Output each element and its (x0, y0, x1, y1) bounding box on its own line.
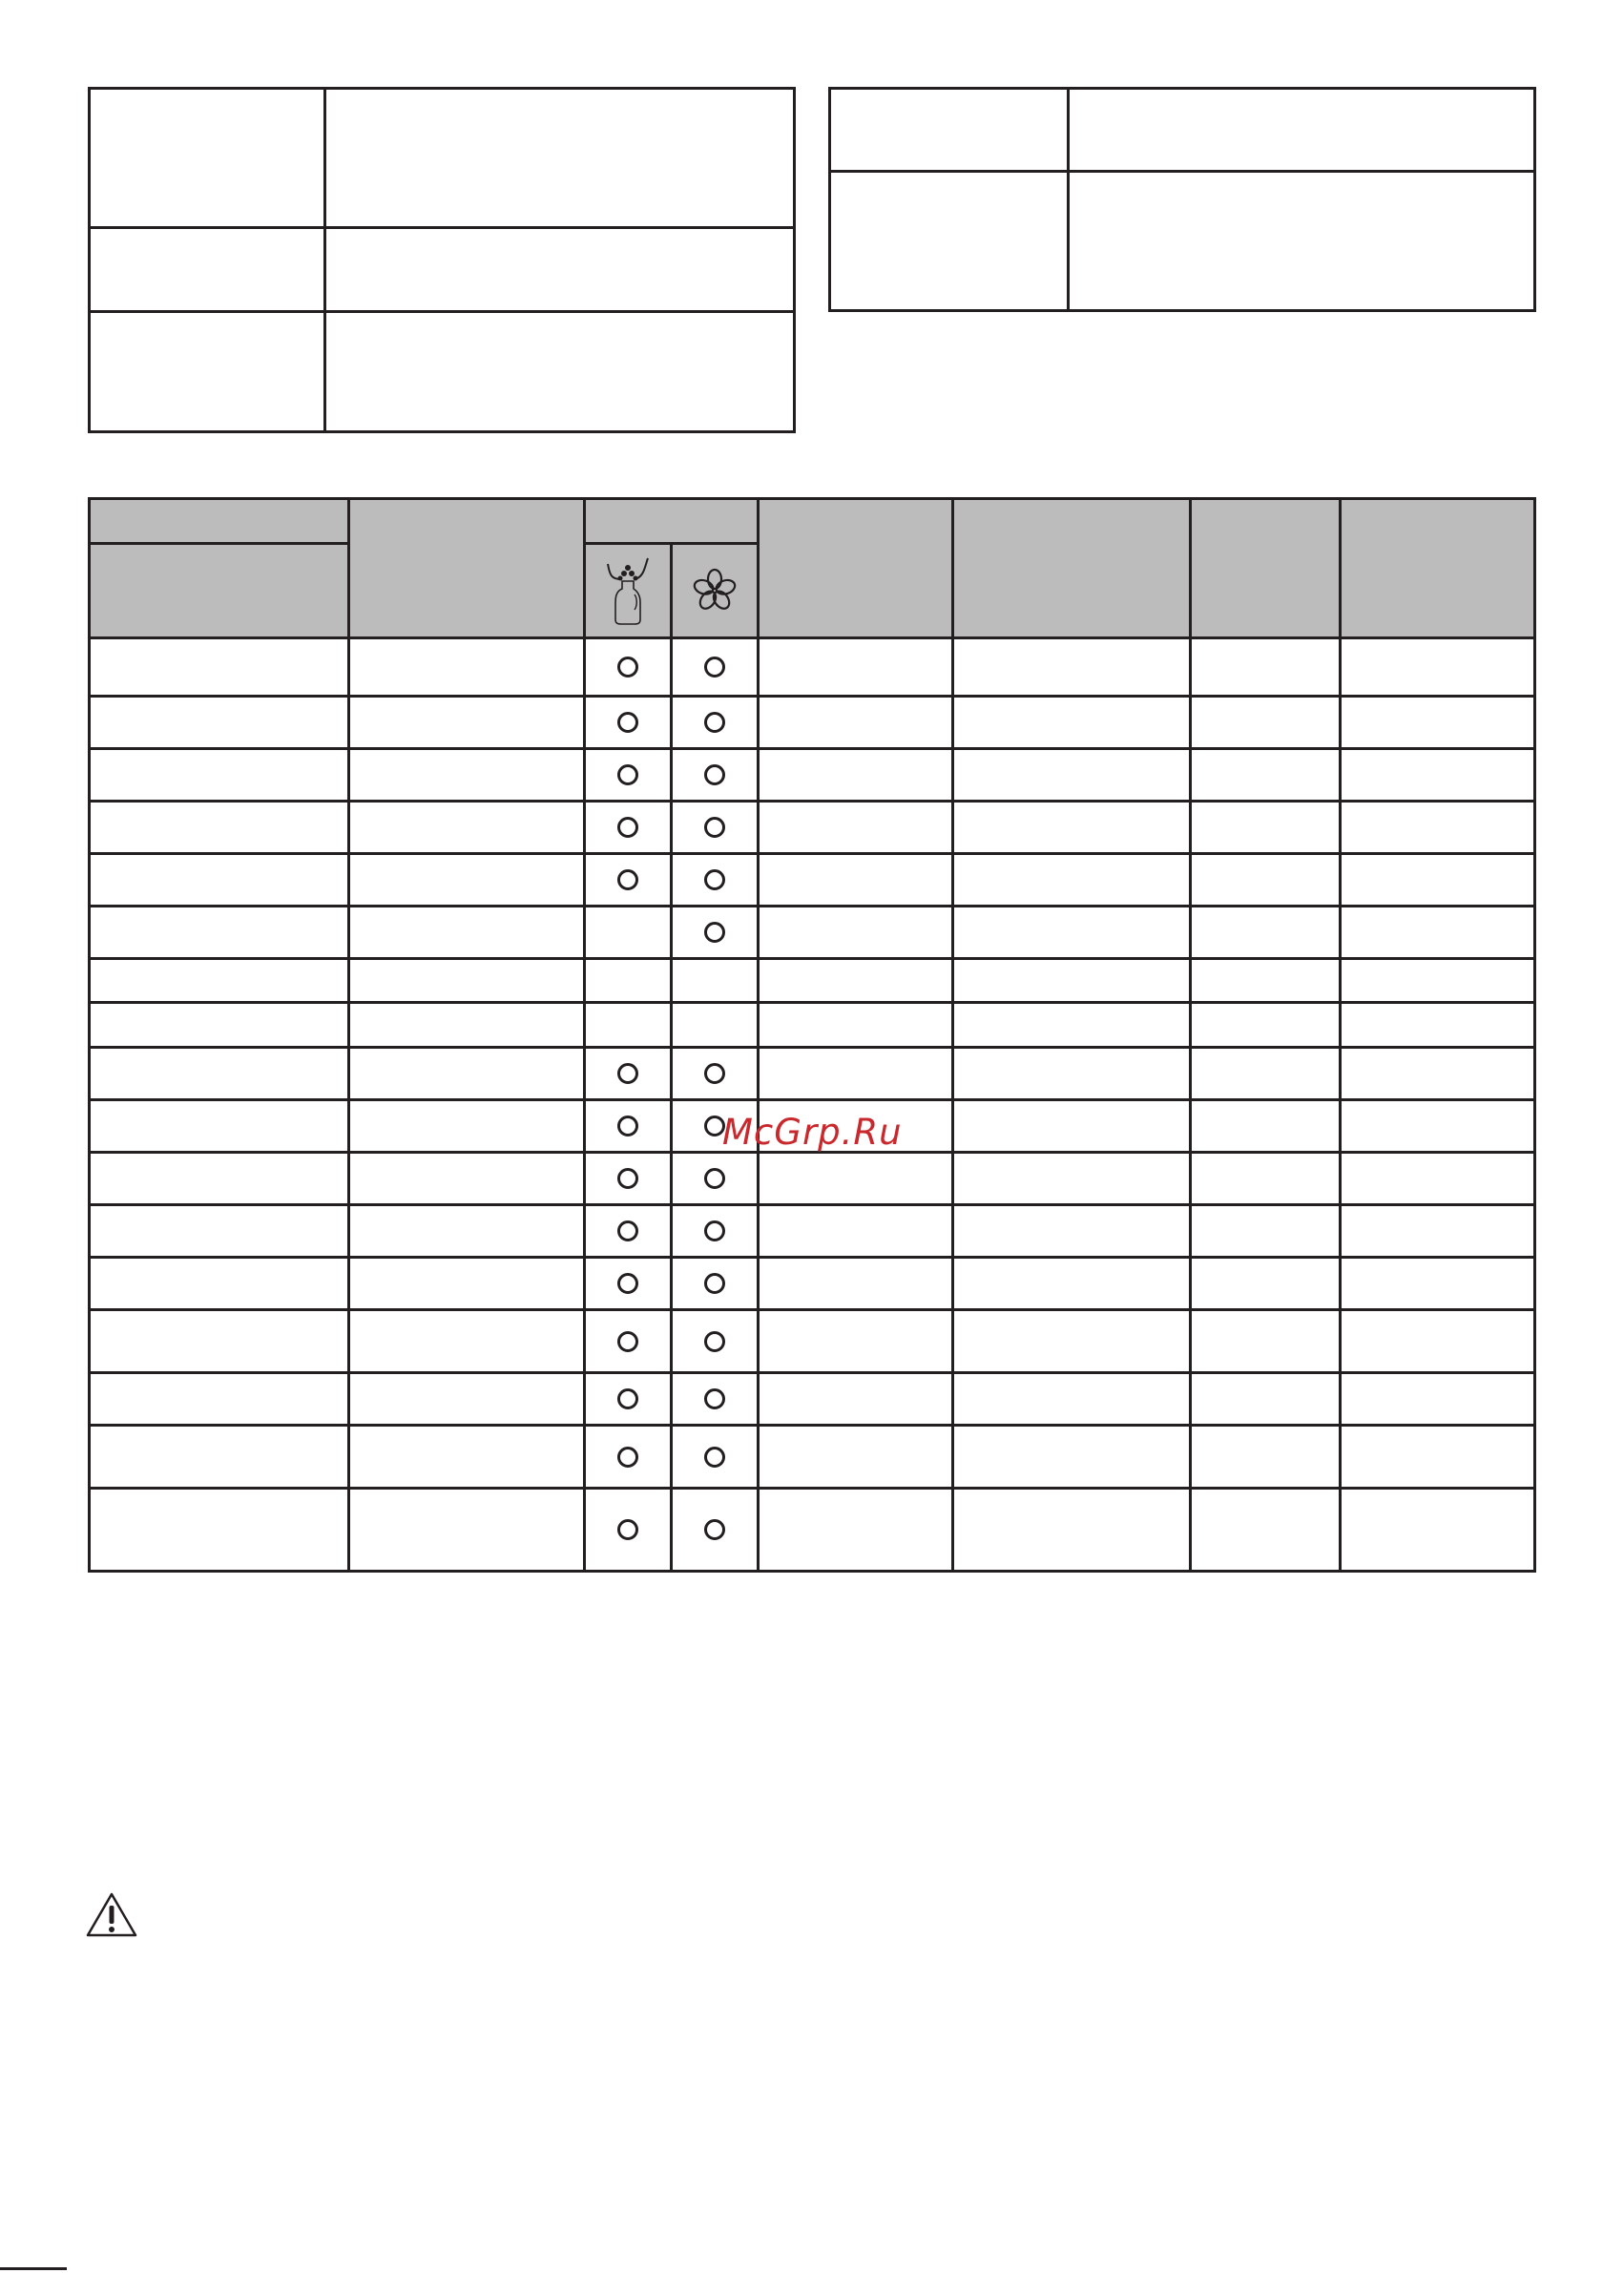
table-cell (349, 1373, 585, 1426)
detergent-cell (585, 749, 672, 802)
info-cell (90, 312, 325, 432)
table-cell (90, 1205, 349, 1258)
table-cell (953, 1153, 1191, 1205)
circle-mark-icon (617, 1116, 638, 1136)
table-cell (1341, 1426, 1535, 1489)
table-cell (759, 1310, 953, 1373)
table-cell (1341, 802, 1535, 854)
table-row (90, 854, 1535, 907)
circle-mark-icon (704, 1063, 725, 1084)
table-row (90, 1153, 1535, 1205)
table-cell (90, 802, 349, 854)
table-cell (1341, 1489, 1535, 1572)
table-cell (1341, 959, 1535, 1003)
detergent-bottle-icon (604, 556, 652, 625)
circle-mark-icon (617, 1388, 638, 1409)
table-cell (1341, 1258, 1535, 1310)
header-cell (349, 499, 585, 638)
info-table-right (828, 87, 1536, 312)
table-cell (1191, 1048, 1341, 1100)
circle-mark-icon (704, 1519, 725, 1540)
table-cell (953, 749, 1191, 802)
flower-softener-icon (692, 568, 738, 614)
table-cell (953, 1048, 1191, 1100)
table-cell (759, 749, 953, 802)
table-cell (953, 638, 1191, 697)
table-cell (349, 1100, 585, 1153)
table-row (90, 1003, 1535, 1048)
table-cell (759, 907, 953, 959)
table-cell (90, 1153, 349, 1205)
info-cell (325, 312, 795, 432)
softener-cell (672, 1310, 759, 1373)
table-row (90, 1373, 1535, 1426)
circle-mark-icon (704, 1220, 725, 1241)
info-cell (325, 228, 795, 312)
table-cell (953, 854, 1191, 907)
header-cell (90, 499, 349, 544)
info-cell (90, 228, 325, 312)
table-cell (953, 959, 1191, 1003)
header-cell (953, 499, 1191, 638)
detergent-cell (585, 1258, 672, 1310)
table-cell (90, 1426, 349, 1489)
table-cell (1341, 1373, 1535, 1426)
detergent-cell (585, 1153, 672, 1205)
table-cell (953, 1258, 1191, 1310)
table-cell (759, 1048, 953, 1100)
circle-mark-icon (704, 712, 725, 733)
table-cell (759, 638, 953, 697)
table-cell (349, 1048, 585, 1100)
info-cell (830, 172, 1069, 311)
table-row (90, 1426, 1535, 1489)
table-row (90, 1048, 1535, 1100)
table-cell (759, 959, 953, 1003)
table-cell (349, 1153, 585, 1205)
table-cell (90, 697, 349, 749)
table-cell (759, 697, 953, 749)
table-cell (1341, 907, 1535, 959)
table-cell (953, 697, 1191, 749)
table-cell (1341, 1100, 1535, 1153)
detergent-cell (585, 1373, 672, 1426)
table-cell (1341, 1003, 1535, 1048)
table-cell (759, 802, 953, 854)
table-cell (759, 1489, 953, 1572)
detergent-cell (585, 1048, 672, 1100)
table-cell (1191, 1003, 1341, 1048)
table-cell (349, 697, 585, 749)
table-cell (90, 749, 349, 802)
table-cell (953, 1003, 1191, 1048)
circle-mark-icon (617, 1220, 638, 1241)
table-cell (349, 1426, 585, 1489)
circle-mark-icon (617, 712, 638, 733)
circle-mark-icon (704, 1168, 725, 1189)
info-cell (830, 89, 1069, 172)
table-cell (1341, 1310, 1535, 1373)
program-table (88, 497, 1536, 1573)
table-cell (1341, 1048, 1535, 1100)
detergent-cell (585, 1489, 672, 1572)
circle-mark-icon (617, 1063, 638, 1084)
detergent-cell (585, 697, 672, 749)
program-table-body (90, 638, 1535, 1572)
header-cell (585, 499, 759, 544)
softener-cell (672, 1258, 759, 1310)
table-cell (1191, 1373, 1341, 1426)
table-cell (759, 1003, 953, 1048)
warning-triangle-icon (85, 1891, 138, 1939)
table-row (90, 907, 1535, 959)
table-cell (1191, 1310, 1341, 1373)
table-row (90, 1489, 1535, 1572)
table-row (90, 697, 1535, 749)
softener-cell (672, 1373, 759, 1426)
circle-mark-icon (704, 1447, 725, 1468)
table-cell (349, 749, 585, 802)
table-cell (349, 1258, 585, 1310)
detergent-cell (585, 959, 672, 1003)
table-cell (90, 1003, 349, 1048)
circle-mark-icon (617, 869, 638, 890)
table-row (90, 1310, 1535, 1373)
table-cell (953, 802, 1191, 854)
table-cell (90, 1373, 349, 1426)
circle-mark-icon (704, 869, 725, 890)
table-cell (1191, 959, 1341, 1003)
table-cell (1191, 697, 1341, 749)
table-cell (759, 1153, 953, 1205)
softener-cell (672, 638, 759, 697)
table-cell (349, 638, 585, 697)
header-cell (90, 544, 349, 638)
info-cell (90, 89, 325, 228)
header-cell (1191, 499, 1341, 638)
circle-mark-icon (617, 1273, 638, 1294)
table-cell (1191, 1153, 1341, 1205)
table-cell (349, 802, 585, 854)
table-cell (953, 1310, 1191, 1373)
detergent-cell (585, 1100, 672, 1153)
table-cell (1341, 697, 1535, 749)
detergent-header (585, 544, 672, 638)
table-cell (1191, 1205, 1341, 1258)
table-cell (1191, 907, 1341, 959)
table-cell (1191, 638, 1341, 697)
softener-cell (672, 749, 759, 802)
table-row (90, 1258, 1535, 1310)
info-cell (1069, 89, 1535, 172)
table-cell (759, 1205, 953, 1258)
detergent-cell (585, 1310, 672, 1373)
softener-cell (672, 1489, 759, 1572)
watermark: McGrp.Ru (722, 1112, 903, 1153)
table-cell (1341, 749, 1535, 802)
table-cell (953, 1100, 1191, 1153)
table-cell (349, 1003, 585, 1048)
table-cell (90, 1258, 349, 1310)
table-cell (953, 1489, 1191, 1572)
table-cell (953, 907, 1191, 959)
softener-cell (672, 1205, 759, 1258)
table-cell (759, 854, 953, 907)
softener-header (672, 544, 759, 638)
circle-mark-icon (704, 1388, 725, 1409)
table-row (90, 749, 1535, 802)
table-row (90, 802, 1535, 854)
table-cell (90, 638, 349, 697)
circle-mark-icon (704, 657, 725, 678)
table-cell (90, 1100, 349, 1153)
softener-cell (672, 802, 759, 854)
table-cell (759, 1426, 953, 1489)
table-cell (953, 1205, 1191, 1258)
circle-mark-icon (617, 764, 638, 785)
footer-rule (0, 2267, 67, 2270)
circle-mark-icon (704, 1273, 725, 1294)
circle-mark-icon (617, 817, 638, 838)
detergent-cell (585, 638, 672, 697)
circle-mark-icon (617, 1331, 638, 1352)
circle-mark-icon (704, 817, 725, 838)
table-cell (1341, 1205, 1535, 1258)
softener-cell (672, 1153, 759, 1205)
table-cell (1191, 854, 1341, 907)
table-cell (349, 959, 585, 1003)
table-cell (1191, 1100, 1341, 1153)
table-cell (349, 907, 585, 959)
softener-cell (672, 907, 759, 959)
table-cell (1191, 1489, 1341, 1572)
circle-mark-icon (704, 922, 725, 943)
table-cell (349, 854, 585, 907)
detergent-cell (585, 1205, 672, 1258)
table-row (90, 959, 1535, 1003)
table-cell (90, 854, 349, 907)
info-cell (1069, 172, 1535, 311)
detergent-cell (585, 854, 672, 907)
table-cell (90, 1310, 349, 1373)
table-cell (1191, 1426, 1341, 1489)
detergent-cell (585, 1003, 672, 1048)
header-cell (1341, 499, 1535, 638)
table-cell (349, 1489, 585, 1572)
info-cell (325, 89, 795, 228)
circle-mark-icon (617, 1447, 638, 1468)
table-cell (1341, 638, 1535, 697)
table-cell (759, 1373, 953, 1426)
detergent-cell (585, 802, 672, 854)
table-cell (90, 1489, 349, 1572)
softener-cell (672, 854, 759, 907)
circle-mark-icon (704, 1331, 725, 1352)
softener-cell (672, 697, 759, 749)
detergent-cell (585, 1426, 672, 1489)
table-row (90, 638, 1535, 697)
circle-mark-icon (617, 657, 638, 678)
table-cell (953, 1426, 1191, 1489)
header-cell (759, 499, 953, 638)
circle-mark-icon (617, 1168, 638, 1189)
table-cell (1191, 749, 1341, 802)
softener-cell (672, 1048, 759, 1100)
table-cell (1191, 802, 1341, 854)
detergent-cell (585, 907, 672, 959)
table-cell (1341, 854, 1535, 907)
info-table-left (88, 87, 796, 433)
softener-cell (672, 1426, 759, 1489)
table-cell (953, 1373, 1191, 1426)
table-cell (1191, 1258, 1341, 1310)
table-cell (90, 907, 349, 959)
table-cell (349, 1310, 585, 1373)
circle-mark-icon (617, 1519, 638, 1540)
softener-cell (672, 959, 759, 1003)
table-cell (349, 1205, 585, 1258)
table-cell (1341, 1153, 1535, 1205)
table-row (90, 1205, 1535, 1258)
softener-cell (672, 1003, 759, 1048)
circle-mark-icon (704, 764, 725, 785)
table-cell (759, 1258, 953, 1310)
table-cell (90, 959, 349, 1003)
table-cell (90, 1048, 349, 1100)
